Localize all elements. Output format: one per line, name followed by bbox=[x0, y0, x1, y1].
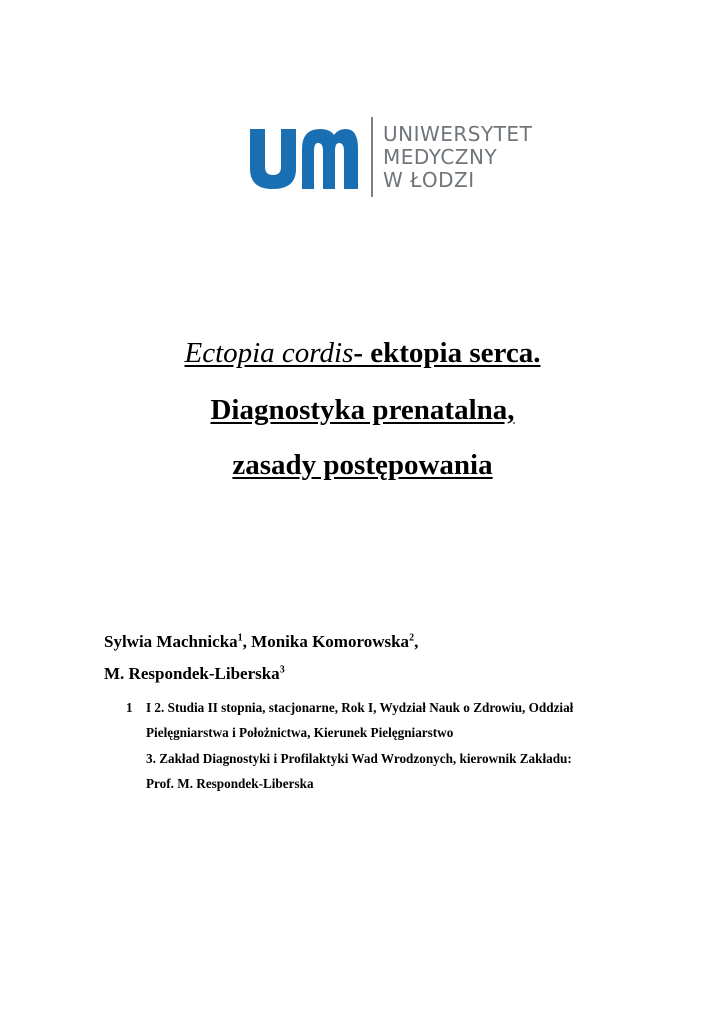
author-1-sup: 1 bbox=[237, 632, 243, 644]
logo-line-1: UNIWERSYTET bbox=[383, 122, 533, 146]
author-3-sup: 3 bbox=[279, 664, 285, 676]
author-2-sup: 2 bbox=[409, 632, 415, 644]
author-2: Monika Komorowska bbox=[251, 632, 410, 651]
affiliation-3-line-1: 3. Zakład Diagnostyki i Profilaktyki Wad Wrodzonych, kierownik Zakładu: bbox=[146, 751, 572, 766]
title-line-1-rest: - ektopia serca. bbox=[353, 337, 541, 369]
author-3: M. Respondek-Liberska bbox=[104, 664, 280, 683]
university-logo bbox=[250, 117, 550, 201]
affiliation-number: 1 bbox=[126, 700, 133, 715]
logo-divider bbox=[371, 117, 373, 197]
affiliation-1-line-2: Pielęgniarstwa i Położnictwa, Kierunek Pielęgniarstwo bbox=[146, 725, 454, 740]
title-line-3 bbox=[0, 448, 725, 482]
um-logo-mark bbox=[250, 129, 358, 189]
authors-line-1: Sylwia Machnicka$^1$, Monika Komorowska$^2$, bbox=[104, 632, 419, 651]
authors-line-2 bbox=[104, 664, 285, 684]
logo-wordmark bbox=[383, 123, 532, 192]
title-line-3-text: zasady postępowania bbox=[232, 449, 493, 481]
title-line-2-text: Diagnostyka prenatalna, bbox=[210, 394, 515, 426]
title-line-2 bbox=[0, 393, 725, 427]
author-1: Sylwia Machnicka bbox=[104, 632, 238, 651]
logo-line-3: W ŁODZI bbox=[383, 168, 475, 192]
logo-line-2: MEDYCZNY bbox=[383, 145, 498, 169]
title-italic: Ectopia cordis bbox=[184, 337, 354, 369]
title-line-1 bbox=[0, 336, 725, 370]
affiliation-1-line-1: I 2. Studia II stopnia, stacjonarne, Rok I, Wydział Nauk o Zdrowiu, Oddział bbox=[146, 700, 574, 715]
affiliation-3-line-2: Prof. M. Respondek-Liberska bbox=[146, 776, 314, 791]
